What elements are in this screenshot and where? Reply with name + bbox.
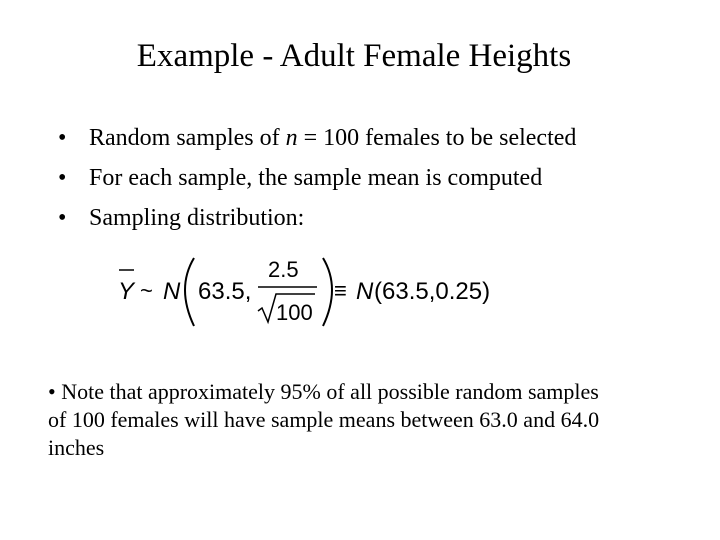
note-text: • Note that approximately 95% of all possible random samples of 100 females will have sample means between 63.0 and 64.0 inches [48, 379, 600, 460]
bullet-item [58, 158, 698, 198]
bullet-item [58, 118, 698, 158]
bullet-dot: • [58, 205, 67, 231]
slide-title: Example - Adult Female Heights [136, 38, 572, 74]
bullet-list [58, 118, 698, 238]
fraction-numerator: 2.5 [268, 257, 299, 282]
formula-n-result: N [356, 278, 374, 305]
bullet-text: Sampling distribution: [89, 205, 305, 231]
bullet-item [58, 198, 698, 238]
formula-result: (63.5,0.25) [374, 278, 491, 305]
formula-n: N [163, 278, 181, 305]
left-paren [185, 258, 194, 326]
formula-y: Y [118, 278, 135, 305]
sampling-distribution-formula [110, 250, 510, 340]
fraction-denominator: 100 [276, 300, 313, 325]
italic-variable: n [285, 125, 298, 151]
formula-svg [110, 250, 510, 340]
bullet-text: For each sample, the sample mean is computed [89, 165, 543, 191]
bullet-dot: • [58, 125, 67, 151]
bullet-text: Random samples of n = 100 females to be selected [89, 125, 577, 151]
formula-mean: 63.5, [198, 278, 252, 305]
bullet-dot: • [58, 165, 67, 191]
formula-tilde: ~ [140, 278, 153, 303]
right-paren [323, 258, 332, 326]
formula-equiv: ≡ [334, 278, 347, 303]
